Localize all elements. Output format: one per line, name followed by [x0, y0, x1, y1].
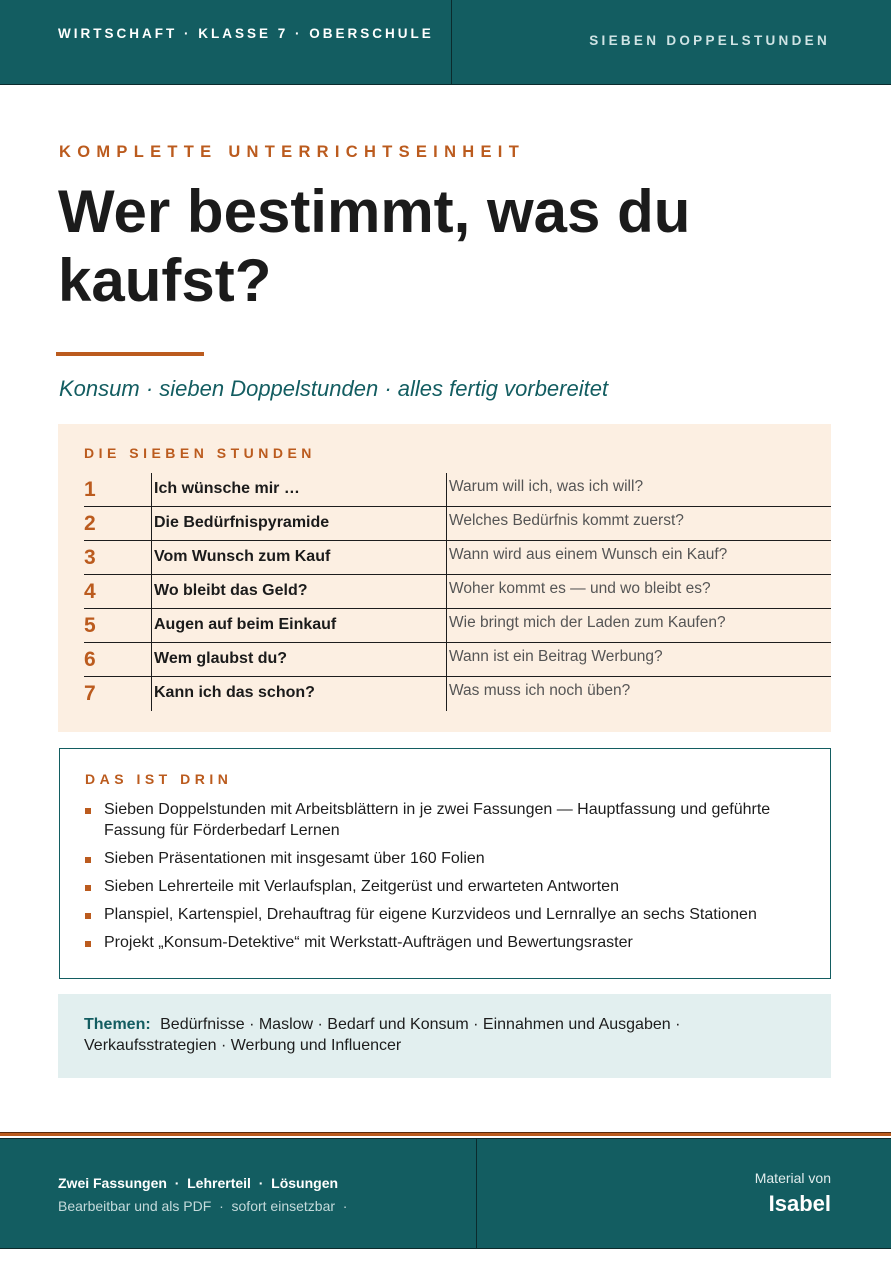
lesson-number: 3	[84, 546, 96, 569]
contents-heading: DAS IST DRIN	[85, 771, 233, 787]
subtitle: Konsum · sieben Doppelstunden · alles fertig vorbereitet	[59, 376, 609, 401]
page-title: Wer bestimmt, was du kaufst?	[58, 178, 691, 314]
footer-features: Zwei Fassungen · Lehrerteil · Lösungen	[58, 1175, 339, 1191]
contents-box	[59, 748, 831, 979]
contents-item	[85, 876, 805, 897]
footer-subline: Bearbeitbar und als PDF · sofort einsetzbar ·	[58, 1198, 348, 1214]
contents-item-text: Sieben Lehrerteile mit Verlaufsplan, Zeitgerüst und erwarteten Antworten	[104, 878, 619, 895]
topics-box	[58, 994, 831, 1078]
bullet-square-icon	[85, 941, 91, 947]
lesson-title: Die Bedürfnispyramide	[151, 507, 446, 541]
footer-divider	[476, 1139, 477, 1249]
lesson-title: Kann ich das schon?	[151, 677, 446, 711]
contents-item-text: Sieben Doppelstunden mit Arbeitsblättern in je zwei Fassungen — Hauptfassung und geführte Fassung für Förderbedarf Lernen	[104, 801, 771, 839]
header-divider	[451, 0, 452, 85]
contents-item	[85, 904, 805, 925]
kicker: KOMPLETTE UNTERRICHTSEINHEIT	[59, 143, 526, 161]
lesson-question: Warum will ich, was ich will?	[446, 473, 643, 507]
bullet-square-icon	[85, 808, 91, 814]
lessons-heading: DIE SIEBEN STUNDEN	[84, 445, 316, 461]
lesson-row	[84, 643, 831, 677]
topics-text: Bedürfnisse · Maslow · Bedarf und Konsum · Einnahmen und Ausgaben · Verkaufsstrategien · Werbung und Influencer	[84, 1016, 681, 1054]
title-underline	[56, 352, 204, 356]
footer-author: Isabel	[768, 1191, 831, 1216]
footer-accent-band	[0, 1132, 891, 1136]
lesson-number: 5	[84, 614, 96, 637]
bullet-square-icon	[85, 913, 91, 919]
lesson-question: Was muss ich noch üben?	[446, 677, 630, 711]
lesson-row	[84, 677, 831, 711]
header-tagline: SIEBEN DOPPELSTUNDEN	[589, 33, 830, 48]
contents-item	[85, 848, 805, 869]
lesson-number: 7	[84, 682, 96, 705]
lesson-title: Wo bleibt das Geld?	[151, 575, 446, 609]
lesson-question: Woher kommt es — und wo bleibt es?	[446, 575, 711, 609]
lesson-question: Welches Bedürfnis kommt zuerst?	[446, 507, 684, 541]
lesson-row	[84, 507, 831, 541]
contents-item	[85, 932, 805, 953]
lesson-number: 1	[84, 478, 96, 501]
lessons-panel	[58, 424, 831, 732]
lesson-question: Wie bringt mich der Laden zum Kaufen?	[446, 609, 726, 643]
contents-item-text: Planspiel, Kartenspiel, Drehauftrag für eigene Kurzvideos und Lernrallye an sechs Stationen	[104, 906, 757, 923]
lesson-number: 4	[84, 580, 96, 603]
lesson-title: Wem glaubst du?	[151, 643, 446, 677]
lesson-number: 2	[84, 512, 96, 535]
contents-list	[85, 799, 805, 960]
lesson-row	[84, 609, 831, 643]
lesson-question: Wann wird aus einem Wunsch ein Kauf?	[446, 541, 727, 575]
contents-item-text: Projekt „Konsum-Detektive“ mit Werkstatt-Aufträgen und Bewertungsraster	[104, 934, 633, 951]
footer-bar	[0, 1138, 891, 1249]
footer-material-label: Material von	[754, 1170, 831, 1186]
lessons-table	[84, 473, 831, 711]
lesson-row	[84, 575, 831, 609]
lesson-question: Wann ist ein Beitrag Werbung?	[446, 643, 663, 677]
topics-label: Themen:	[84, 1016, 151, 1033]
bullet-square-icon	[85, 857, 91, 863]
header-subject: WIRTSCHAFT · KLASSE 7 · OBERSCHULE	[58, 26, 434, 41]
contents-item-text: Sieben Präsentationen mit insgesamt über 160 Folien	[104, 850, 485, 867]
bullet-square-icon	[85, 885, 91, 891]
lesson-number: 6	[84, 648, 96, 671]
lesson-title: Vom Wunsch zum Kauf	[151, 541, 446, 575]
lesson-row	[84, 473, 831, 507]
header-bar	[0, 0, 891, 85]
contents-item	[85, 799, 805, 841]
lesson-row	[84, 541, 831, 575]
lesson-title: Ich wünsche mir …	[151, 473, 446, 507]
lesson-title: Augen auf beim Einkauf	[151, 609, 446, 643]
